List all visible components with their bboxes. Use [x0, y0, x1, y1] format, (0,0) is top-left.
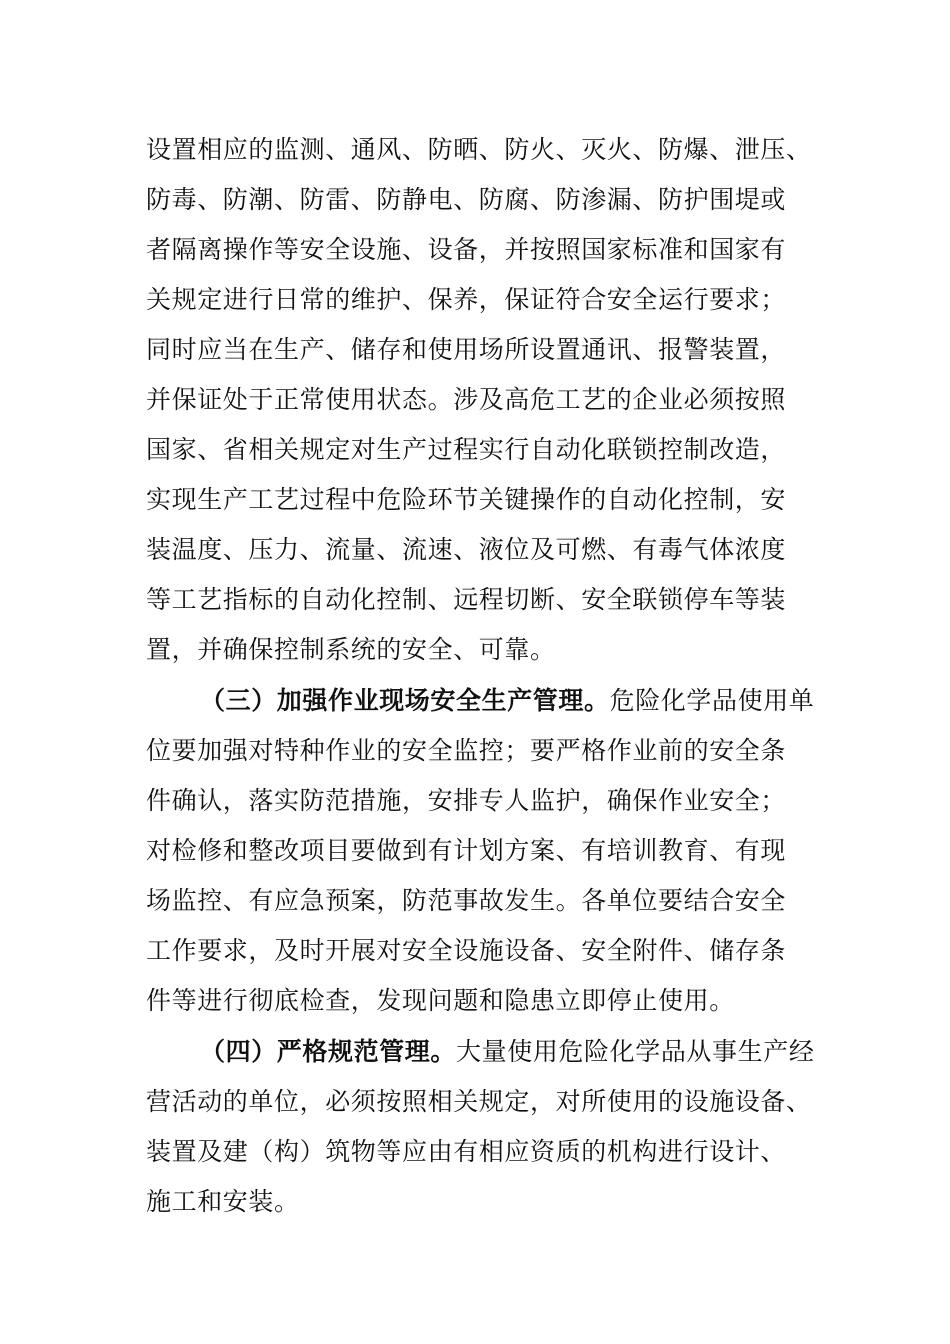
paragraph-3-line-2: 营活动的单位，必须按照相关规定，对所使用的设施设备、 — [146, 1087, 812, 1116]
paragraph-2-line-3: 件确认，落实防范措施，安排专人监护，确保作业安全； — [146, 786, 787, 815]
section-heading-3: （三）加强作业现场安全生产管理。 — [200, 686, 610, 715]
paragraph-1-line-5: 同时应当在生产、储存和使用场所设置通讯、报警装置， — [146, 335, 787, 364]
paragraph-1-line-3: 者隔离操作等安全设施、设备，并按照国家标准和国家有 — [146, 235, 787, 264]
paragraph-2-line-6: 工作要求，及时开展对安全设施设备、安全附件、储存条 — [146, 936, 787, 965]
paragraph-1-line-7: 国家、省相关规定对生产过程实行自动化联锁控制改造， — [146, 435, 787, 464]
paragraph-3-line-3: 装置及建（构）筑物等应由有相应资质的机构进行设计、 — [146, 1137, 787, 1166]
paragraph-3-line-4: 施工和安装。 — [146, 1187, 300, 1216]
paragraph-3-first-line — [200, 1035, 814, 1069]
paragraph-1-line-9: 装温度、压力、流量、流速、液位及可燃、有毒气体浓度 — [146, 535, 787, 564]
paragraph-2-line-2: 位要加强对特种作业的安全监控；要严格作业前的安全条 — [146, 736, 787, 765]
paragraph-2-first-line — [200, 684, 814, 718]
paragraph-1-line-6: 并保证处于正常使用状态。涉及高危工艺的企业必须按照 — [146, 385, 787, 414]
paragraph-2-line-7: 件等进行彻底检查，发现问题和隐患立即停止使用。 — [146, 986, 735, 1015]
paragraph-1-line-11: 置，并确保控制系统的安全、可靠。 — [146, 635, 556, 664]
paragraph-1-line-10: 等工艺指标的自动化控制、远程切断、安全联锁停车等装 — [146, 585, 787, 614]
paragraph-2-line-5: 场监控、有应急预案，防范事故发生。各单位要结合安全 — [146, 886, 787, 915]
paragraph-1-line-4: 关规定进行日常的维护、保养，保证符合安全运行要求； — [146, 285, 787, 314]
paragraph-2-line-4: 对检修和整改项目要做到有计划方案、有培训教育、有现 — [146, 836, 787, 865]
paragraph-1-line-8: 实现生产工艺过程中危险环节关键操作的自动化控制，安 — [146, 485, 787, 514]
paragraph-2-first-line-text: 危险化学品使用单 — [609, 686, 815, 715]
paragraph-1-line-2: 防毒、防潮、防雷、防静电、防腐、防渗漏、防护围堤或 — [146, 185, 787, 214]
section-heading-4: （四）严格规范管理。 — [200, 1037, 457, 1066]
paragraph-1-line-1: 设置相应的监测、通风、防晒、防火、灭火、防爆、泄压、 — [146, 135, 812, 164]
paragraph-3-first-line-text: 大量使用危险化学品从事生产经 — [456, 1037, 815, 1066]
